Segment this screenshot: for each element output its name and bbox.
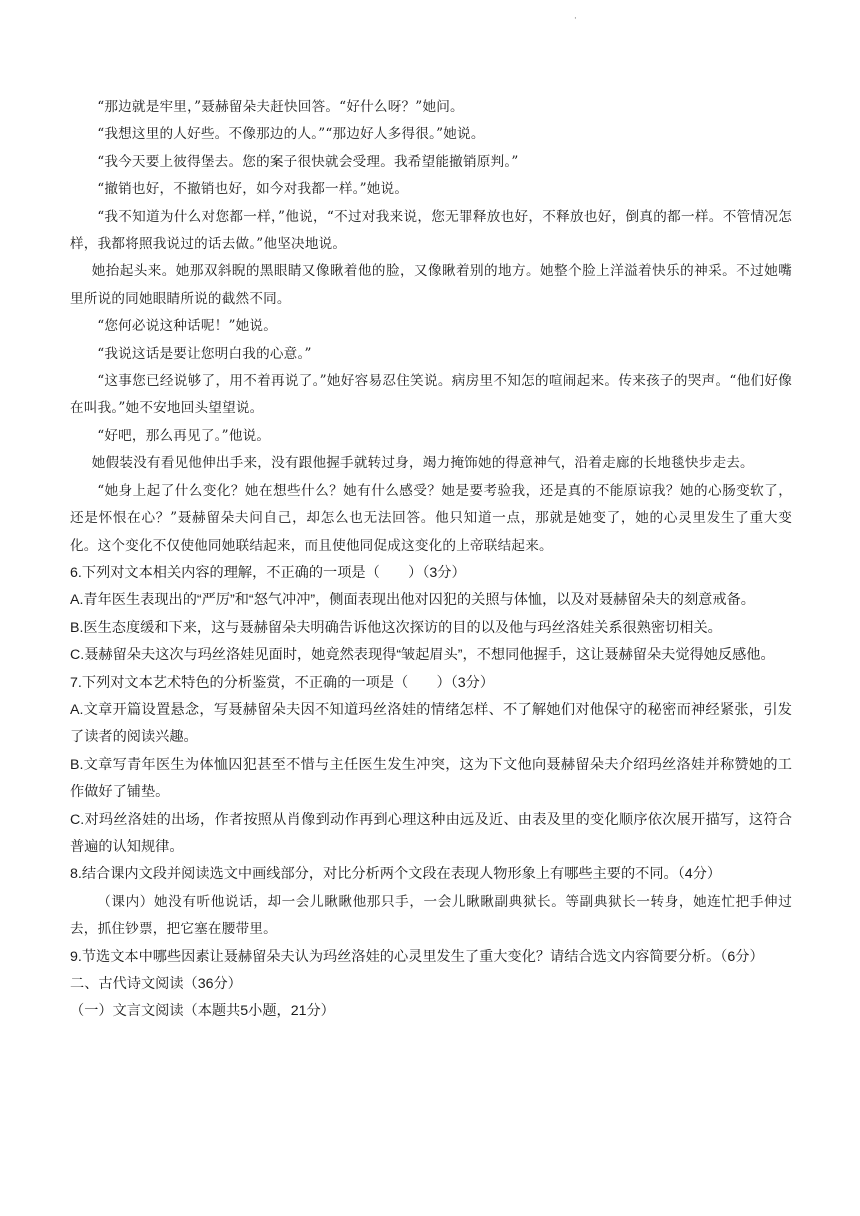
story-paragraph: “您何必说这种话呢！”她说。 (97, 318, 278, 335)
question-8-excerpt: （课内）她没有听他说话，却一会儿瞅瞅他那只手，一会儿瞅瞅副典狱长。等副典狱长一转身，她连忙把手伸过去，抓住钞票，把它塞在腰带里。 (70, 893, 792, 938)
story-paragraph: “她身上起了什么变化？她在想些什么？她有什么感受？她是要考验我，还是真的不能原谅我？她的心肠变软了，还是怀恨在心？”聂赫留朵夫问自己，却怎么也无法回答。他只知道一点，那就是她变了，她的心灵里发生了重大变化。这个变化不仅使他同她联结起来，而且使他同促成这变化的上帝联结起来。 (70, 482, 792, 554)
story-paragraph: “那边就是牢里，”聂赫留朵夫赶快回答。“好什么呀？”她问。 (97, 99, 464, 115)
question-6-option-b: B.医生态度缓和下来，这与聂赫留朵夫明确告诉他这次探访的目的以及他与玛丝洛娃关系很熟密切相关。 (70, 619, 722, 636)
story-paragraph: “我说这话是要让您明白我的心意。” (97, 345, 312, 362)
question-9-stem: 9.节选文本中哪些因素让聂赫留朵夫认为玛丝洛娃的心灵里发生了重大变化？请结合选文内容简要分析。（6分） (70, 948, 764, 965)
story-paragraph: “撤销也好，不撤销也好，如今对我都一样。”她说。 (97, 181, 409, 198)
story-paragraph: 她抬起头来。她那双斜睨的黑眼睛又像瞅着他的脸，又像瞅着别的地方。她整个脸上洋溢着快乐的神采。不过她嘴里所说的同她眼睛所说的截然不同。 (70, 263, 792, 307)
question-7-option-b: B.文章写青年医生为体恤囚犯甚至不惜与主任医生发生冲突，这为下文他向聂赫留朵夫介绍玛丝洛娃并称赞她的工作做好了铺垫。 (70, 756, 792, 801)
question-6-stem: 6.下列对文本相关内容的理解，不正确的一项是（ ）（3分） (70, 564, 466, 581)
story-paragraph: “我不知道为什么对您都一样，”他说，“不过对我来说，您无罪释放也好，不释放也好，倒真的都一样。不管情况怎样，我都将照我说过的话去做。”他坚决地说。 (70, 208, 792, 253)
question-7-option-a: A.文章开篇设置悬念，写聂赫留朵夫因不知道玛丝洛娃的情绪怎样、不了解她们对他保守的秘密而神经紧张，引发了读者的阅读兴趣。 (70, 701, 792, 746)
question-7-stem: 7.下列对文本艺术特色的分析鉴赏，不正确的一项是（ ）（3分） (70, 674, 495, 691)
question-6-option-c: C.聂赫留朵夫这次与玛丝洛娃见面时，她竟然表现得“皱起眉头”，不想同他握手，这让聂赫留朵夫觉得她反感他。 (70, 647, 775, 664)
story-paragraph: 她假装没有看见他伸出手来，没有跟他握手就转过身，竭力掩饰她的得意神气，沿着走廊的长地毯快步走去。 (91, 455, 754, 472)
document-page (70, 94, 792, 1026)
question-8-stem: 8.结合课内文段并阅读选文中画线部分，对比分析两个文段在表现人物形象上有哪些主要的不同。（4分） (70, 866, 722, 883)
question-7-option-c: C.对玛丝洛娃的出场，作者按照从肖像到动作再到心理这种由远及近、由表及里的变化顺序依次展开描写，这符合普遍的认知规律。 (70, 811, 792, 855)
story-paragraph: “这事您已经说够了，用不着再说了。”她好容易忍住笑说。病房里不知怎的喧闹起来。传来孩子的哭声。“他们好像在叫我。”她不安地回头望望说。 (70, 373, 792, 417)
section-heading-part2: 二、古代诗文阅读（36分） (70, 976, 242, 992)
page-top-mark: · (574, 14, 577, 24)
story-paragraph: “我今天要上彼得堡去。您的案子很快就会受理。我希望能撤销原判。” (97, 153, 519, 170)
section-subheading-classical: （一）文言文阅读（本题共5小题，21分） (70, 1003, 335, 1020)
story-paragraph: “好吧，那么再见了。”他说。 (97, 427, 271, 444)
question-6-option-a: A.青年医生表现出的“严厉”和“怒气冲冲”，侧面表现出他对囚犯的关照与体恤，以及对聂赫留朵夫的刻意戒备。 (70, 592, 755, 609)
story-paragraph: “我想这里的人好些。不像那边的人。”“那边好人多得很。”她说。 (97, 126, 485, 143)
